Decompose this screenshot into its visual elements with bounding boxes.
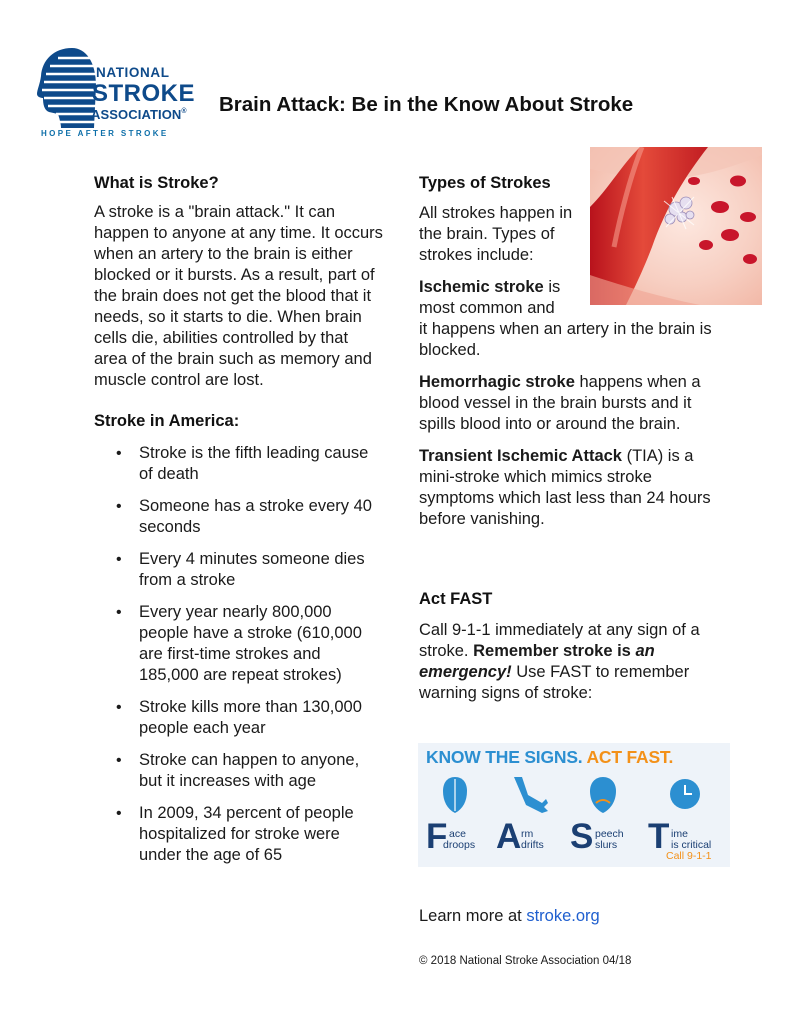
logo-line-stroke: STROKE: [92, 80, 196, 107]
speech-icon: [588, 775, 618, 815]
fast-sub-droops: droops: [443, 839, 476, 851]
logo-line-association: ASSOCIATION®: [91, 107, 187, 122]
act-fast-body: Call 9-1-1 immediately at any sign of a stroke. Remember stroke is an emergency! Use FAST to remember warning signs of stroke:: [419, 621, 700, 702]
stroke-org-link[interactable]: stroke.org: [526, 907, 600, 925]
hemorrhagic-stroke-paragraph: Hemorrhagic stroke happens when a blood vessel in the brain bursts and it spills blood into or around the brain.: [419, 373, 701, 433]
list-item: • Someone has a stroke every 40 seconds: [139, 496, 384, 538]
fast-letter-s: S: [570, 817, 594, 856]
clock-icon: [668, 777, 702, 811]
ischemic-stroke-continued: it happens when an artery in the brain is blocked.: [419, 320, 712, 359]
copyright-footer: © 2018 National Stroke Association 04/18: [419, 955, 632, 967]
types-intro: All strokes happen in the brain. Types of strokes include:: [419, 204, 573, 264]
right-column: [419, 174, 719, 530]
logo-tagline: HOPE AFTER STROKE: [41, 129, 169, 138]
hemorrhagic-stroke-term: Hemorrhagic stroke: [419, 373, 575, 391]
fast-sub-time: ime: [671, 828, 688, 840]
ischemic-stroke-term: Ischemic stroke: [419, 278, 544, 296]
fast-sub-arm: rm: [521, 828, 534, 840]
fast-graphic-title: KNOW THE SIGNS. ACT FAST.: [426, 747, 674, 767]
learn-more-line: Learn more at stroke.org: [419, 907, 600, 925]
fast-sub-drifts: drifts: [521, 839, 544, 851]
fast-graphic: [418, 743, 730, 867]
fast-sub-face: ace: [449, 828, 466, 840]
list-item: • Stroke is the fifth leading cause of death: [139, 443, 384, 485]
fast-letter-a: A: [496, 817, 522, 856]
list-item: • Every 4 minutes someone dies from a stroke: [139, 549, 384, 591]
logo-line-national: NATIONAL: [96, 65, 170, 80]
face-icon: [441, 775, 469, 815]
tia-term: Transient Ischemic Attack: [419, 447, 622, 465]
left-column: [94, 174, 384, 877]
stroke-facts-list: [94, 443, 384, 866]
page-title: Brain Attack: Be in the Know About Stroke: [219, 93, 634, 116]
list-item: • Stroke can happen to anyone, but it increases with age: [139, 750, 384, 792]
tia-paragraph: Transient Ischemic Attack (TIA) is a mini-stroke which mimics stroke symptoms which last less than 24 hours before vanishing.: [419, 447, 711, 528]
fast-sub-slurs: slurs: [595, 839, 618, 851]
stroke-in-america-heading: Stroke in America:: [94, 412, 240, 430]
fast-sub-critical: is critical: [671, 839, 712, 851]
what-is-stroke-body: A stroke is a "brain attack." It can happen to anyone at any time. It occurs when an artery to the brain is either blocked or it bursts. As a result, part of the brain does not get the blood that it needs, so it starts to die. When brain cells die, abilities controlled by that area of the brain such as memory and muscle control are lost.: [94, 203, 383, 389]
list-item: • Stroke kills more than 130,000 people each year: [139, 697, 384, 739]
registered-mark: ®: [181, 108, 187, 115]
arm-icon: [508, 773, 550, 817]
fast-letter-f: F: [426, 817, 448, 856]
list-item: • Every year nearly 800,000 people have a stroke (610,000 are first-time strokes and 185,000 are repeat strokes): [139, 602, 384, 686]
act-fast-heading: Act FAST: [419, 590, 493, 608]
fast-letter-t: T: [648, 817, 670, 856]
nsa-logo: [36, 46, 196, 138]
types-of-strokes-heading: Types of Strokes: [419, 174, 551, 192]
fast-sub-speech: peech: [595, 828, 624, 840]
fast-call-911: Call 9-1-1: [666, 850, 712, 862]
list-item: • In 2009, 34 percent of people hospitalized for stroke were under the age of 65: [139, 803, 384, 866]
what-is-stroke-heading: What is Stroke?: [94, 174, 219, 192]
ischemic-stroke-paragraph: Ischemic stroke is most common and: [419, 278, 561, 317]
